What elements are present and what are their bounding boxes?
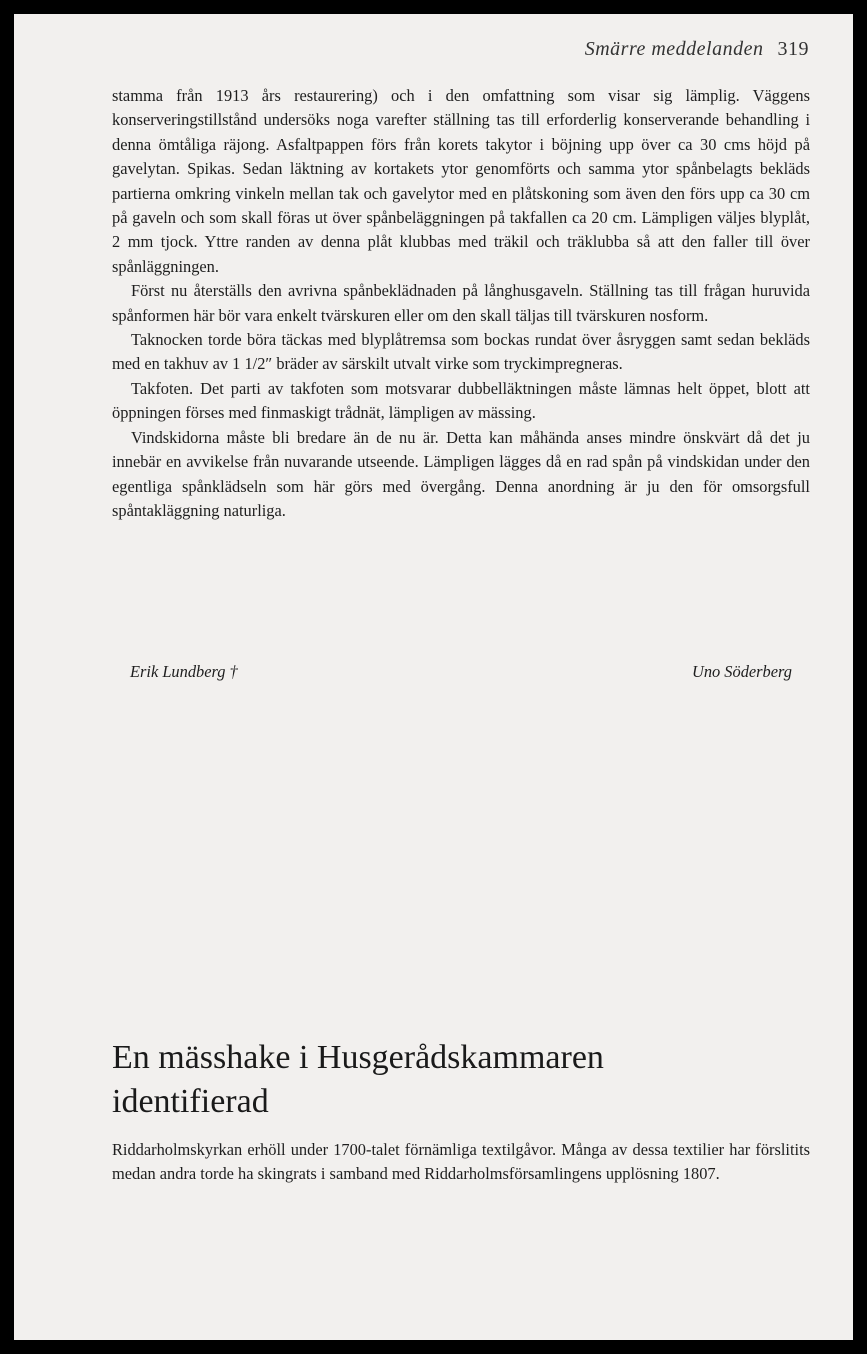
- article-intro-paragraph: Riddarholmskyrkan erhöll under 1700-talet förnämliga textilgåvor. Många av dessa textilier har förslitits medan andra torde ha skingrats i samband med Riddarholmsförsamlingens upplösning 1807.: [112, 1140, 810, 1184]
- book-page: [14, 14, 853, 1340]
- paragraph: Taknocken torde böra täckas med blyplåtremsa som bockas rundat över åsryggen samt sedan bekläds med en takhuv av 1 1/2″ bräder av särskilt utvalt virke som tryckimpregneras.: [112, 330, 810, 374]
- page-number: 319: [777, 38, 809, 60]
- signatures: [130, 662, 792, 682]
- paragraph: Vindskidorna måste bli bredare än de nu är. Detta kan måhända anses mindre önskvärt då det ju innebär en avvikelse från nuvarande utseende. Lämpligen lägges då en rad spån på vindskidan under den egentliga spånklädseln som här görs med övergång. Denna anordning är ju den för omsorgsfull spåntakläggning naturliga.: [112, 427, 810, 520]
- running-header: [585, 38, 809, 61]
- paragraph: Takfoten. Det parti av takfoten som motsvarar dubbelläktningen måste lämnas helt öppet, blott att öppningen förses med finmaskigt trådnät, lämpligen av mässing.: [112, 378, 810, 423]
- author-signature-left: Erik Lundberg †: [130, 662, 238, 681]
- article-title-line1: En mässhake i Husgerådskammaren: [112, 1039, 604, 1076]
- running-title: Smärre meddelanden: [584, 38, 764, 60]
- article-title-line2: identifierad: [112, 1083, 269, 1120]
- paragraph: Först nu återställs den avrivna spånbeklädnaden på långhusgaveln. Ställning tas till frågan huruvida spånformen här bör vara enkelt tvärskuren eller om den skall täljas till tvärskuren nosform.: [112, 281, 810, 325]
- previous-article-text: [112, 84, 810, 523]
- paragraph: stamma från 1913 års restaurering) och i den omfattning som visar sig lämplig. Väggens konserveringstillstånd undersöks noga varefter ställning tas till erforderlig konserverande behandling i denna ömtåliga räjong. Asfaltpappen förs från korets takytor i böjning upp över ca 30 cms höjd på gavelytan. Spikas. Sedan läktning av kortakets ytor genomförts och samma ytor spånbelagts bekläds partierna omkring vinkeln mellan tak och gavelytor med en plåtskoning som även den förs upp ca 30 cm på gaveln och som skall föras ut över spånbeläggningen på takfallen ca 20 cm. Lämpligen väljes blyplåt, 2 mm tjock. Yttre randen av denna plåt klubbas med träkil och träklubba så att den faller till över spånläggningen.: [112, 86, 810, 276]
- article-title: [112, 1036, 812, 1124]
- author-signature-right: Uno Söderberg: [691, 662, 792, 681]
